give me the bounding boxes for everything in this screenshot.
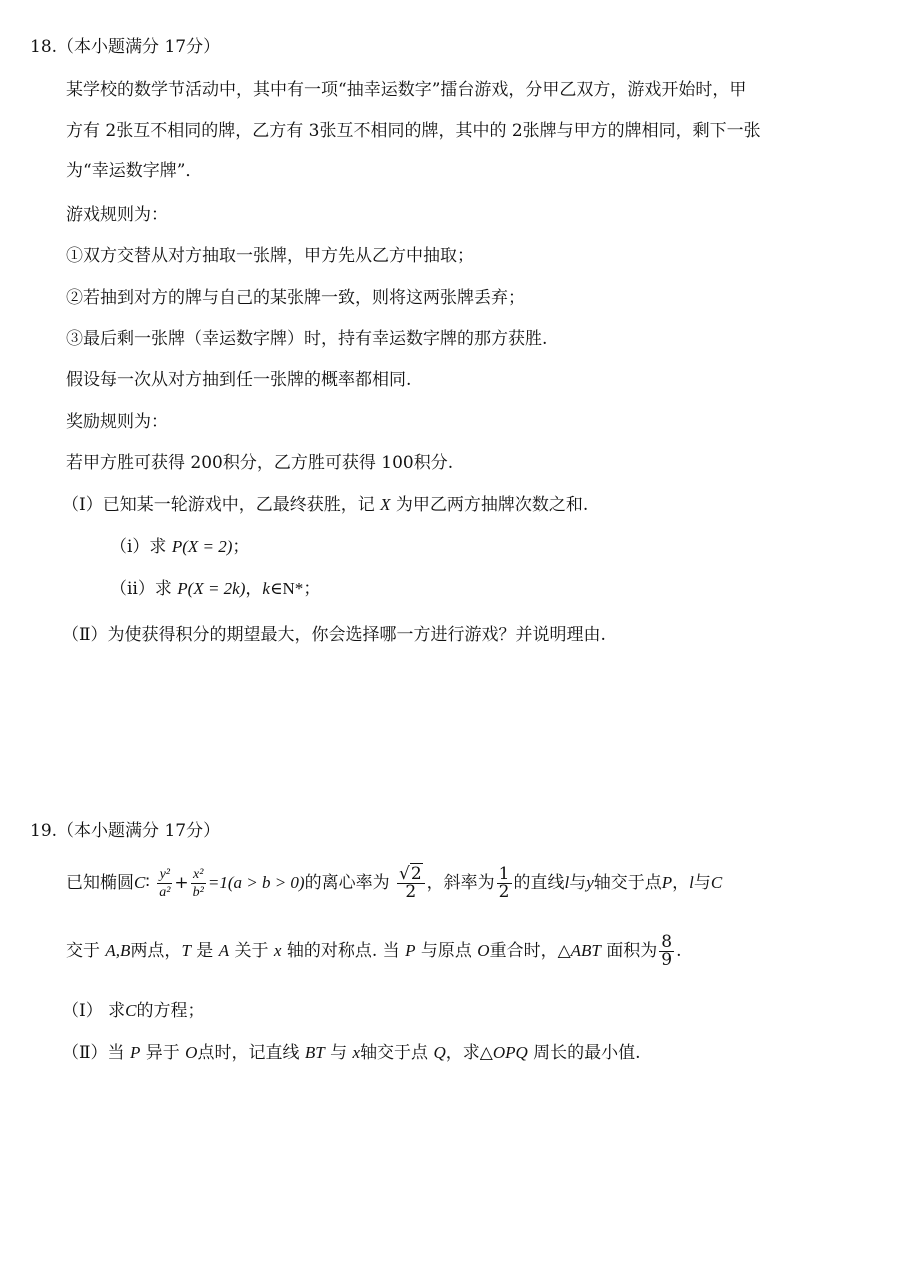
q19-C2: C	[710, 873, 723, 892]
q19-f2-num: x²	[191, 866, 206, 884]
q19-l2-g: 重合时，△	[489, 941, 571, 961]
q18-sub-ii-set: ∈N*	[269, 579, 304, 598]
q18-sub-ii	[110, 578, 320, 600]
q19-l1-line: 的直线	[513, 873, 565, 893]
q18-part1-post: 为甲乙两方抽牌次数之和.	[390, 495, 589, 515]
q19-part2	[62, 1042, 641, 1064]
q19-line1	[66, 866, 722, 901]
q18-sub-ii-end: ；	[303, 579, 321, 599]
q19-A: A	[218, 941, 230, 960]
q18-paragraph-line2: 方有 2张互不相同的牌，乙方有 3张互不相同的牌，其中的 2张牌与甲方的牌相同，剩下一张	[66, 121, 761, 141]
q19-comma: ，	[672, 873, 690, 893]
sqrt-icon: √2	[399, 864, 422, 884]
q18-sub-ii-mid: ，	[245, 579, 263, 599]
q18-sub-i-label: （ⅰ）求	[110, 537, 172, 557]
q19-part2-Q: Q	[433, 1043, 446, 1062]
q19-l1-pre: 已知椭圆	[66, 873, 134, 893]
q18-header: 18.（本小题满分 17分）	[30, 37, 221, 57]
q18-sub-i-expr: P(X = 2)	[171, 537, 233, 556]
q18-rules-title: 游戏规则为：	[66, 205, 168, 225]
q19-part2-a: （Ⅱ）当	[62, 1043, 130, 1063]
q19-l1-with: 与	[569, 873, 587, 893]
q19-l2-b: 两点，	[130, 941, 182, 961]
q19-T: T	[181, 941, 191, 960]
q19-part1-C: C	[125, 1001, 137, 1020]
q19-AB: A,B	[105, 941, 131, 960]
q19-P: P	[661, 873, 673, 892]
q19-slope-fraction	[497, 866, 512, 901]
q18-sub-ii-expr: P(X = 2k)	[177, 579, 246, 598]
q19-ABT: ABT	[570, 941, 601, 960]
q18-rule-1: ①双方交替从对方抽取一张牌，甲方先从乙方中抽取；	[66, 246, 474, 266]
q18-sub-i-end: ；	[232, 537, 250, 557]
q18-sub-ii-label: （ⅱ）求	[110, 579, 178, 599]
q19-l1-C: C	[134, 873, 146, 892]
q19-part2-f: ，求△	[445, 1043, 493, 1063]
q19-O: O	[477, 941, 490, 960]
q19-eq-cond: =1(a > b > 0)	[207, 873, 305, 892]
q19-l2-c: 是	[190, 941, 219, 961]
q19-fraction-y2-a2	[157, 866, 172, 901]
q19-plus: +	[174, 873, 189, 893]
q19-l1-tail: 与	[693, 873, 711, 893]
q19-part2-BT: BT	[304, 1043, 325, 1062]
q18-rule-2: ②若抽到对方的牌与自己的某张牌一致，则将这两张牌丢弃；	[66, 288, 525, 308]
q19-y: y	[586, 873, 594, 892]
q19-part2-g: 周长的最小值.	[527, 1043, 641, 1063]
q19-x: x	[273, 941, 282, 960]
q18-reward-title: 奖励规则为：	[66, 412, 168, 432]
q19-l-again: l	[689, 873, 694, 892]
q19-k-den: 2	[498, 882, 510, 902]
q19-e-den: 2	[405, 882, 417, 902]
q19-part1-b: 的方程；	[136, 1001, 205, 1021]
q18-reward-rule: 若甲方胜可获得 200积分，乙方胜可获得 100积分.	[66, 453, 454, 473]
q19-l1-mid: 的离心率为	[304, 873, 390, 893]
q19-part2-P: P	[129, 1043, 141, 1062]
q19-l2-a: 交于	[66, 941, 106, 961]
q18-part1-var: X	[380, 495, 391, 514]
q19-part2-c: 点时，记直线	[197, 1043, 305, 1063]
q19-area-fraction	[659, 934, 674, 969]
q18-paragraph-line1: 某学校的数学节活动中，其中有一项“抽幸运数字”擂台游戏，分甲乙双方，游戏开始时，甲	[66, 80, 747, 100]
q19-part1-a: （Ⅰ） 求	[62, 1001, 126, 1021]
q19-part2-OPQ: OPQ	[492, 1043, 528, 1062]
q18-part2: （Ⅱ）为使获得积分的期望最大，你会选择哪一方进行游戏？并说明理由.	[62, 625, 606, 645]
q19-l2-d: 关于	[229, 941, 274, 961]
q19-part1	[62, 1000, 204, 1022]
q19-P2: P	[405, 941, 416, 960]
q19-l1-axis: 轴交于点	[593, 873, 662, 893]
q19-part2-x: x	[352, 1043, 361, 1062]
q18-sub-i	[110, 536, 249, 558]
q19-area-den: 9	[661, 950, 673, 970]
q19-k-num: 1	[498, 864, 510, 884]
q19-f2-den: b²	[192, 885, 204, 900]
q19-e-num: 2	[410, 864, 422, 884]
q19-l2-end: .	[676, 941, 682, 961]
q19-l1-slope: ，斜率为	[426, 873, 495, 893]
q19-area-num: 8	[661, 932, 673, 952]
q19-l2-h: 面积为	[600, 941, 658, 961]
q18-part1	[62, 494, 588, 516]
q19-eccentricity-fraction	[397, 866, 425, 901]
q19-l: l	[564, 873, 570, 892]
q19-part2-d: 与	[324, 1043, 353, 1063]
q18-paragraph-line3: 为“幸运数字牌”．	[66, 161, 203, 181]
q19-f1-num: y²	[157, 866, 172, 884]
q19-line2	[66, 934, 682, 969]
q19-part2-O: O	[185, 1043, 198, 1062]
q18-rule-3: ③最后剩一张牌（幸运数字牌）时，持有幸运数字牌的那方获胜.	[66, 329, 548, 349]
q19-part2-e: 轴交于点	[360, 1043, 434, 1063]
q19-fraction-x2-b2	[191, 866, 206, 901]
q19-l1-colon: ∶	[145, 873, 150, 893]
q19-header: 19.（本小题满分 17分）	[30, 821, 221, 841]
q19-part2-b: 异于	[140, 1043, 186, 1063]
q18-sub-ii-k: k	[262, 579, 270, 598]
q19-l2-f: 与原点	[415, 941, 478, 961]
q19-l2-e: 轴的对称点. 当	[281, 941, 406, 961]
q18-assumption: 假设每一次从对方抽到任一张牌的概率都相同.	[66, 370, 412, 390]
q19-f1-den: a²	[159, 885, 171, 900]
q18-part1-pre: （Ⅰ）已知某一轮游戏中，乙最终获胜，记	[62, 495, 381, 515]
